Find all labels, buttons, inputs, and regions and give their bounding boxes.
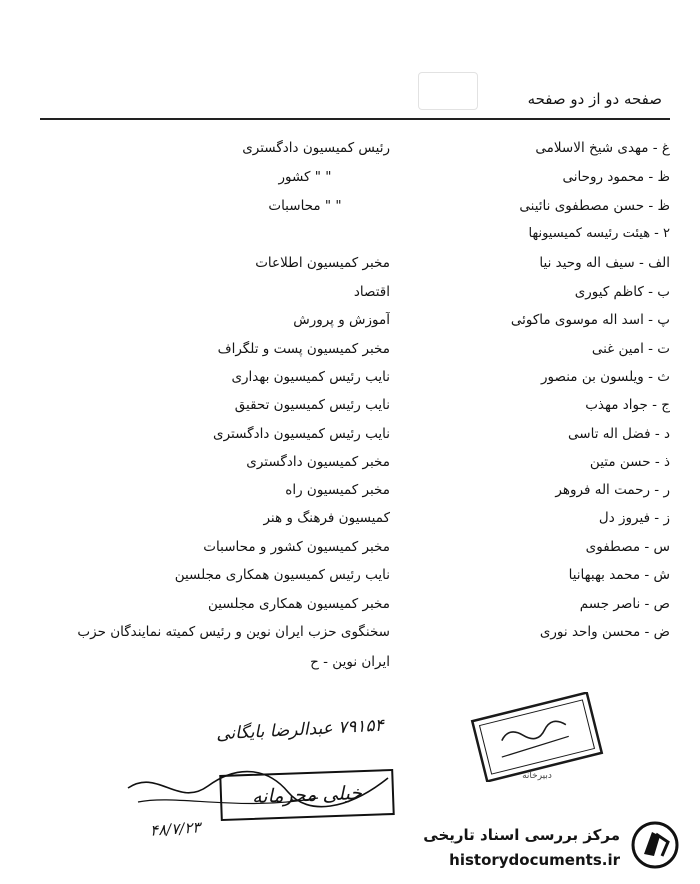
list-item bbox=[30, 169, 670, 193]
member-role: نایب رئیس کمیسیون دادگستری bbox=[213, 426, 390, 442]
archive-logo-icon bbox=[630, 820, 680, 870]
member-name: ر - رحمت اله فروهر bbox=[555, 482, 670, 498]
list-item bbox=[30, 284, 670, 308]
member-role: مخبر کمیسیون راه bbox=[285, 482, 390, 498]
member-role: مخبر کمیسیون پست و تلگراف bbox=[217, 341, 390, 357]
member-role: " " محاسبات bbox=[268, 198, 342, 214]
member-role: نایب رئیس کمیسیون تحقیق bbox=[234, 397, 390, 413]
list-item bbox=[30, 140, 670, 164]
member-role: نایب رئیس کمیسیون بهداری bbox=[231, 369, 390, 385]
member-role: مخبر کمیسیون کشور و محاسبات bbox=[203, 539, 390, 555]
member-name: ش - محمد بهبهانیا bbox=[568, 567, 670, 583]
member-name: پ - اسد اله موسوی ماکوئی bbox=[510, 312, 670, 328]
list-item bbox=[30, 454, 670, 478]
member-name: س - مصطفوی bbox=[585, 539, 670, 555]
page-header: صفحه دو از دو صفحه bbox=[527, 90, 662, 108]
list-item bbox=[30, 624, 670, 648]
member-name: غ - مهدی شیخ الاسلامی bbox=[535, 140, 670, 156]
member-role: مخبر کمیسیون اطلاعات bbox=[255, 255, 390, 271]
member-role: کمیسیون فرهنگ و هنر bbox=[263, 510, 390, 526]
member-role: " " کشور bbox=[278, 169, 332, 185]
role-continuation: ایران نوین - ح bbox=[310, 654, 390, 670]
list-item bbox=[30, 341, 670, 365]
section-title: ۲ - هیئت رئیسه کمیسیونها bbox=[528, 226, 670, 241]
handwritten-date: ۴۸/۷/۲۳ bbox=[149, 818, 201, 840]
member-name: الف - سیف اله وحید نیا bbox=[539, 255, 670, 271]
member-name: ص - ناصر جسم bbox=[579, 596, 670, 612]
member-name: ض - محسن واحد نوری bbox=[539, 624, 670, 640]
member-role: مخبر کمیسیون دادگستری bbox=[246, 454, 390, 470]
archive-url: historydocuments.ir bbox=[449, 851, 620, 869]
member-name: ظ - حسن مصطفوی نائینی bbox=[519, 198, 670, 214]
received-stamp-label: دبیرخانه bbox=[522, 771, 552, 781]
faded-header-stamp bbox=[418, 72, 478, 110]
list-item bbox=[30, 426, 670, 450]
member-name: د - فضل اله تاسی bbox=[568, 426, 670, 442]
member-name: ظ - محمود روحانی bbox=[562, 169, 670, 185]
list-item bbox=[30, 596, 670, 620]
list-item bbox=[30, 482, 670, 506]
member-role: نایب رئیس کمیسیون همکاری مجلسین bbox=[174, 567, 390, 583]
list-item bbox=[30, 510, 670, 534]
member-role: مخبر کمیسیون همکاری مجلسین bbox=[207, 596, 390, 612]
received-stamp-icon bbox=[462, 692, 612, 782]
member-role: سخنگوی حزب ایران نوین و رئیس کمیته نمایندگان حزب bbox=[77, 624, 390, 640]
classification-stamp-text: خیلی محرمانه bbox=[251, 782, 363, 808]
list-item bbox=[30, 397, 670, 421]
member-name: ث - ویلسون بن منصور bbox=[541, 369, 670, 385]
classification-stamp bbox=[219, 769, 394, 821]
list-item bbox=[30, 255, 670, 279]
member-name: ب - کاظم کیوری bbox=[574, 284, 670, 300]
archive-brand: مرکز بررسی اسناد تاریخی bbox=[423, 826, 620, 844]
member-role: رئیس کمیسیون دادگستری bbox=[242, 140, 390, 156]
member-role: اقتصاد bbox=[353, 284, 390, 300]
member-role: آموزش و پرورش bbox=[293, 312, 390, 328]
list-item bbox=[30, 369, 670, 393]
handwritten-note: ۷۹۱۵۴ عبدالرضا بایگانی bbox=[215, 715, 385, 745]
member-name: ج - جواد مهذب bbox=[585, 397, 670, 413]
list-item bbox=[30, 198, 670, 222]
section-heading bbox=[30, 226, 670, 250]
list-item bbox=[30, 312, 670, 336]
member-name: ز - فیروز دل bbox=[598, 510, 670, 526]
list-item bbox=[30, 567, 670, 591]
member-name: ت - امین غنی bbox=[591, 341, 670, 357]
header-rule bbox=[40, 118, 670, 120]
member-name: ذ - حسن متین bbox=[589, 454, 670, 470]
list-item bbox=[30, 539, 670, 563]
